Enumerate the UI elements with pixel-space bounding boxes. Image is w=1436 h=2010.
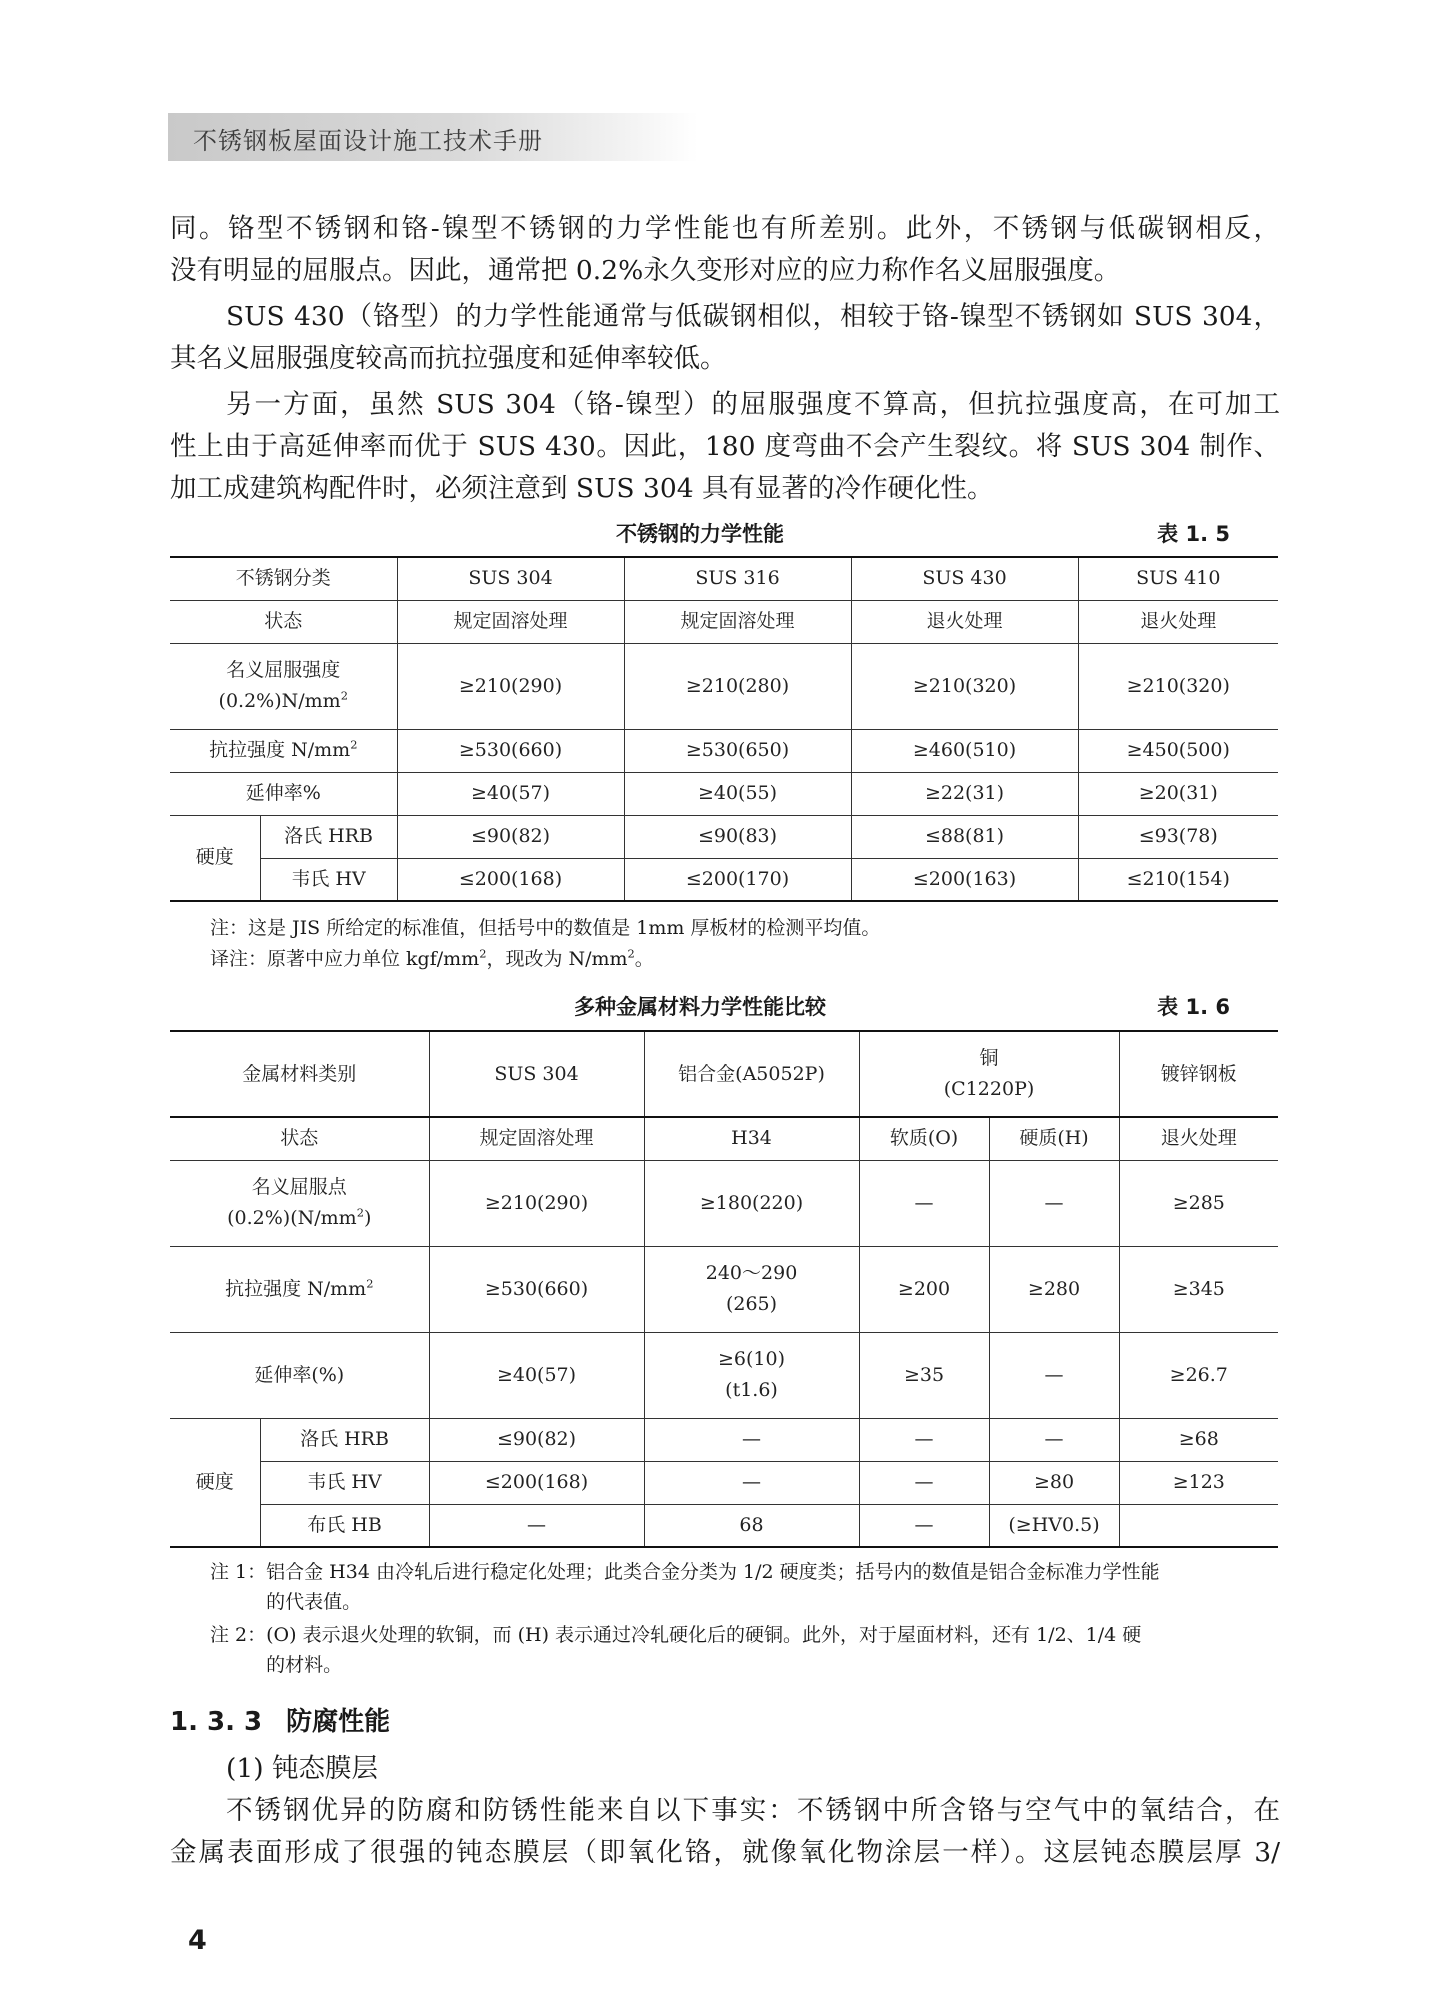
section-title: 防腐性能 xyxy=(286,1707,391,1737)
table-note-label: 注 1： xyxy=(210,1561,267,1583)
table-cell: — xyxy=(429,1504,644,1547)
table-cell: ≤200(168) xyxy=(397,858,624,901)
table-cell: ≥40(57) xyxy=(429,1332,644,1418)
table-cell: ≤90(82) xyxy=(429,1418,644,1461)
table-note-line-text: 铝合金 H34 由冷轧后进行稳定化处理；此类合金分类为 1/2 硬度类；括号内的数值是铝合金标准力学性能 xyxy=(266,1561,1160,1583)
table-note xyxy=(210,1620,1278,1680)
table-header-cell: SUS 316 xyxy=(624,557,851,600)
table-note xyxy=(210,1557,1278,1617)
table-cell: (≥HV0.5) xyxy=(989,1504,1119,1547)
row-label: 延伸率(%) xyxy=(170,1332,429,1418)
table-cell: — xyxy=(859,1418,989,1461)
table-cell-line: (t1.6) xyxy=(725,1379,778,1401)
row-label xyxy=(170,643,397,729)
table-cell: ≥40(55) xyxy=(624,772,851,815)
table-cell: ≥20(31) xyxy=(1078,772,1278,815)
row-label-text: 抗拉强度 N/mm xyxy=(225,1277,367,1300)
row-label-text: 抗拉强度 N/mm xyxy=(209,739,351,761)
table-cell: — xyxy=(859,1504,989,1547)
table-cell-line: 240～290 xyxy=(705,1262,798,1284)
table-row xyxy=(170,1117,1278,1160)
table-row xyxy=(170,1246,1278,1332)
table-number: 表 1. 6 xyxy=(1157,995,1230,1019)
table-cell: 退火处理 xyxy=(1119,1117,1278,1160)
table-note-text: 译注：原著中应力单位 kgf/mm xyxy=(210,948,480,970)
table-cell: ≥22(31) xyxy=(851,772,1078,815)
unit-superscript: 2 xyxy=(340,688,348,703)
subsection-heading: (1) 钝态膜层 xyxy=(226,1753,378,1784)
table-header-line: 铜 xyxy=(979,1047,999,1069)
table-row xyxy=(170,858,1278,901)
row-label-line xyxy=(172,686,395,717)
table-cell: 软质(O) xyxy=(859,1117,989,1160)
table-cell: ≥530(660) xyxy=(397,729,624,772)
row-label-text: (0.2%)N/mm xyxy=(218,690,341,712)
table-note xyxy=(210,944,1278,974)
table-cell xyxy=(1119,1504,1278,1547)
table-row xyxy=(170,1031,1278,1117)
table-cell: ≥123 xyxy=(1119,1461,1278,1504)
row-label: 韦氏 HV xyxy=(260,1461,429,1504)
row-label-line: 名义屈服点 xyxy=(251,1176,347,1198)
table-cell: ≥530(660) xyxy=(429,1246,644,1332)
table-caption xyxy=(170,991,1230,1027)
stainless-steel-mechanical-properties-table xyxy=(170,556,1278,902)
paragraph-line: 不锈钢优异的防腐和防锈性能来自以下事实：不锈钢中所含铬与空气中的氧结合，在 xyxy=(226,1795,1280,1826)
unit-superscript: 2 xyxy=(366,1276,374,1291)
table-cell: ≥80 xyxy=(989,1461,1119,1504)
table-header-cell: SUS 410 xyxy=(1078,557,1278,600)
table-cell: ≥460(510) xyxy=(851,729,1078,772)
table-cell: — xyxy=(859,1160,989,1246)
table-cell: ≥450(500) xyxy=(1078,729,1278,772)
table-cell: ≥210(290) xyxy=(397,643,624,729)
table-cell: — xyxy=(989,1332,1119,1418)
unit-superscript: 2 xyxy=(356,1205,364,1220)
table-note-text xyxy=(266,1620,1278,1680)
table-note-line-text: 的代表值。 xyxy=(266,1591,362,1613)
table-cell: 退火处理 xyxy=(851,600,1078,643)
row-label-line: 名义屈服强度 xyxy=(226,659,341,681)
table-number: 表 1. 5 xyxy=(1157,522,1230,546)
table-note-text: ，现改为 N/mm xyxy=(486,948,628,970)
table-row xyxy=(170,600,1278,643)
table-title: 不锈钢的力学性能 xyxy=(616,522,784,546)
page-number: 4 xyxy=(188,1925,207,1956)
row-label-line xyxy=(172,1203,427,1234)
table-cell: ≥285 xyxy=(1119,1160,1278,1246)
table-cell: ≥180(220) xyxy=(644,1160,859,1246)
table-cell: ≤93(78) xyxy=(1078,815,1278,858)
unit-superscript: 2 xyxy=(627,946,635,961)
paragraph-line: SUS 430（铬型）的力学性能通常与低碳钢相似，相较于铬-镍型不锈钢如 SUS 304， xyxy=(226,301,1280,332)
row-group-label: 硬度 xyxy=(170,815,260,901)
table-caption xyxy=(170,518,1230,554)
table-note-text: 。 xyxy=(634,948,654,970)
table-row xyxy=(170,815,1278,858)
table-cell: ≤200(163) xyxy=(851,858,1078,901)
table-cell: — xyxy=(989,1160,1119,1246)
row-group-label: 硬度 xyxy=(170,1418,260,1547)
table-cell: 规定固溶处理 xyxy=(397,600,624,643)
paragraph-line: 其名义屈服强度较高而抗拉强度和延伸率较低。 xyxy=(170,343,727,374)
unit-superscript: 2 xyxy=(479,946,487,961)
table-header-cell: SUS 430 xyxy=(851,557,1078,600)
table-cell: ≥40(57) xyxy=(397,772,624,815)
table-header-cell: 铝合金(A5052P) xyxy=(644,1031,859,1117)
table-note-text xyxy=(266,1557,1278,1617)
row-label-text: (0.2%)(N/mm xyxy=(227,1207,357,1229)
row-label: 韦氏 HV xyxy=(260,858,397,901)
row-label-text: ) xyxy=(363,1207,372,1229)
row-label: 布氏 HB xyxy=(260,1504,429,1547)
table-cell: 规定固溶处理 xyxy=(624,600,851,643)
table-row xyxy=(170,557,1278,600)
table-cell xyxy=(644,1332,859,1418)
table-row xyxy=(170,772,1278,815)
table-row xyxy=(170,1332,1278,1418)
table-note-line-text: 的材料。 xyxy=(266,1654,343,1676)
table-cell: ≤90(82) xyxy=(397,815,624,858)
table-cell: ≤90(83) xyxy=(624,815,851,858)
table-cell: 68 xyxy=(644,1504,859,1547)
paragraph-line: 金属表面形成了很强的钝态膜层（即氧化铬，就像氧化物涂层一样）。这层钝态膜层厚 3/ xyxy=(170,1837,1280,1868)
table-cell: ≤200(168) xyxy=(429,1461,644,1504)
table-cell: ≥26.7 xyxy=(1119,1332,1278,1418)
table-cell: ≥345 xyxy=(1119,1246,1278,1332)
table-cell-line: (265) xyxy=(725,1293,778,1315)
table-header-line: (C1220P) xyxy=(943,1078,1035,1100)
table-cell: — xyxy=(644,1461,859,1504)
section-heading xyxy=(170,1701,390,1738)
table-row xyxy=(170,1160,1278,1246)
table-header-cell: 金属材料类别 xyxy=(170,1031,429,1117)
row-label: 状态 xyxy=(170,600,397,643)
table-cell: — xyxy=(859,1461,989,1504)
row-label: 洛氏 HRB xyxy=(260,815,397,858)
paragraph-line: 没有明显的屈服点。因此，通常把 0.2%永久变形对应的应力称作名义屈服强度。 xyxy=(170,255,1121,286)
table-row xyxy=(170,1418,1278,1461)
table-row xyxy=(170,1504,1278,1547)
table-cell: 退火处理 xyxy=(1078,600,1278,643)
paragraph-line: 同。铬型不锈钢和铬-镍型不锈钢的力学性能也有所差别。此外，不锈钢与低碳钢相反， xyxy=(170,213,1280,244)
table-cell: ≥210(320) xyxy=(1078,643,1278,729)
row-label: 状态 xyxy=(170,1117,429,1160)
table-header-cell: SUS 304 xyxy=(429,1031,644,1117)
paragraph-line: 加工成建筑构配件时，必须注意到 SUS 304 具有显著的冷作硬化性。 xyxy=(170,473,994,504)
table-note-label: 注 2： xyxy=(210,1624,267,1646)
paragraph-line: 另一方面，虽然 SUS 304（铬-镍型）的屈服强度不算高，但抗拉强度高，在可加工 xyxy=(226,389,1280,420)
table-cell: ≥210(280) xyxy=(624,643,851,729)
table-cell-line: ≥6(10) xyxy=(718,1348,786,1370)
table-header-cell: 不锈钢分类 xyxy=(170,557,397,600)
table-note-line xyxy=(210,1557,1278,1617)
table-cell: — xyxy=(644,1418,859,1461)
metal-materials-comparison-table xyxy=(170,1030,1278,1548)
table-cell: ≤200(170) xyxy=(624,858,851,901)
table-title: 多种金属材料力学性能比较 xyxy=(574,995,826,1019)
table-cell: ≥200 xyxy=(859,1246,989,1332)
table-cell xyxy=(644,1246,859,1332)
table-row xyxy=(170,643,1278,729)
table-cell: ≥210(320) xyxy=(851,643,1078,729)
row-label: 延伸率% xyxy=(170,772,397,815)
row-label: 洛氏 HRB xyxy=(260,1418,429,1461)
table-cell: ≥280 xyxy=(989,1246,1119,1332)
row-label xyxy=(170,1246,429,1332)
running-header-title: 不锈钢板屋面设计施工技术手册 xyxy=(193,127,543,155)
table-cell: 硬质(H) xyxy=(989,1117,1119,1160)
table-note-line-text: (O) 表示退火处理的软铜，而 (H) 表示通过冷轧硬化后的硬铜。此外，对于屋面材料，还有 1/2、1/4 硬 xyxy=(266,1624,1142,1646)
table-cell: ≥530(650) xyxy=(624,729,851,772)
table-note-line xyxy=(210,1620,1278,1680)
table-row xyxy=(170,1461,1278,1504)
table-header-cell: 镀锌钢板 xyxy=(1119,1031,1278,1117)
row-label xyxy=(170,1160,429,1246)
table-cell: — xyxy=(989,1418,1119,1461)
table-cell: ≥68 xyxy=(1119,1418,1278,1461)
table-cell: ≥35 xyxy=(859,1332,989,1418)
unit-superscript: 2 xyxy=(350,737,358,752)
table-cell: ≥210(290) xyxy=(429,1160,644,1246)
table-cell: ≤210(154) xyxy=(1078,858,1278,901)
row-label xyxy=(170,729,397,772)
table-row xyxy=(170,729,1278,772)
table-header-cell xyxy=(859,1031,1119,1117)
table-note: 注：这是 JIS 所给定的标准值，但括号中的数值是 1mm 厚板材的检测平均值。 xyxy=(210,917,881,939)
table-cell: H34 xyxy=(644,1117,859,1160)
section-number: 1. 3. 3 xyxy=(170,1707,263,1737)
table-cell: ≤88(81) xyxy=(851,815,1078,858)
paragraph-line: 性上由于高延伸率而优于 SUS 430。因此，180 度弯曲不会产生裂纹。将 SUS 304 制作、 xyxy=(170,431,1280,462)
table-header-cell: SUS 304 xyxy=(397,557,624,600)
table-cell: 规定固溶处理 xyxy=(429,1117,644,1160)
